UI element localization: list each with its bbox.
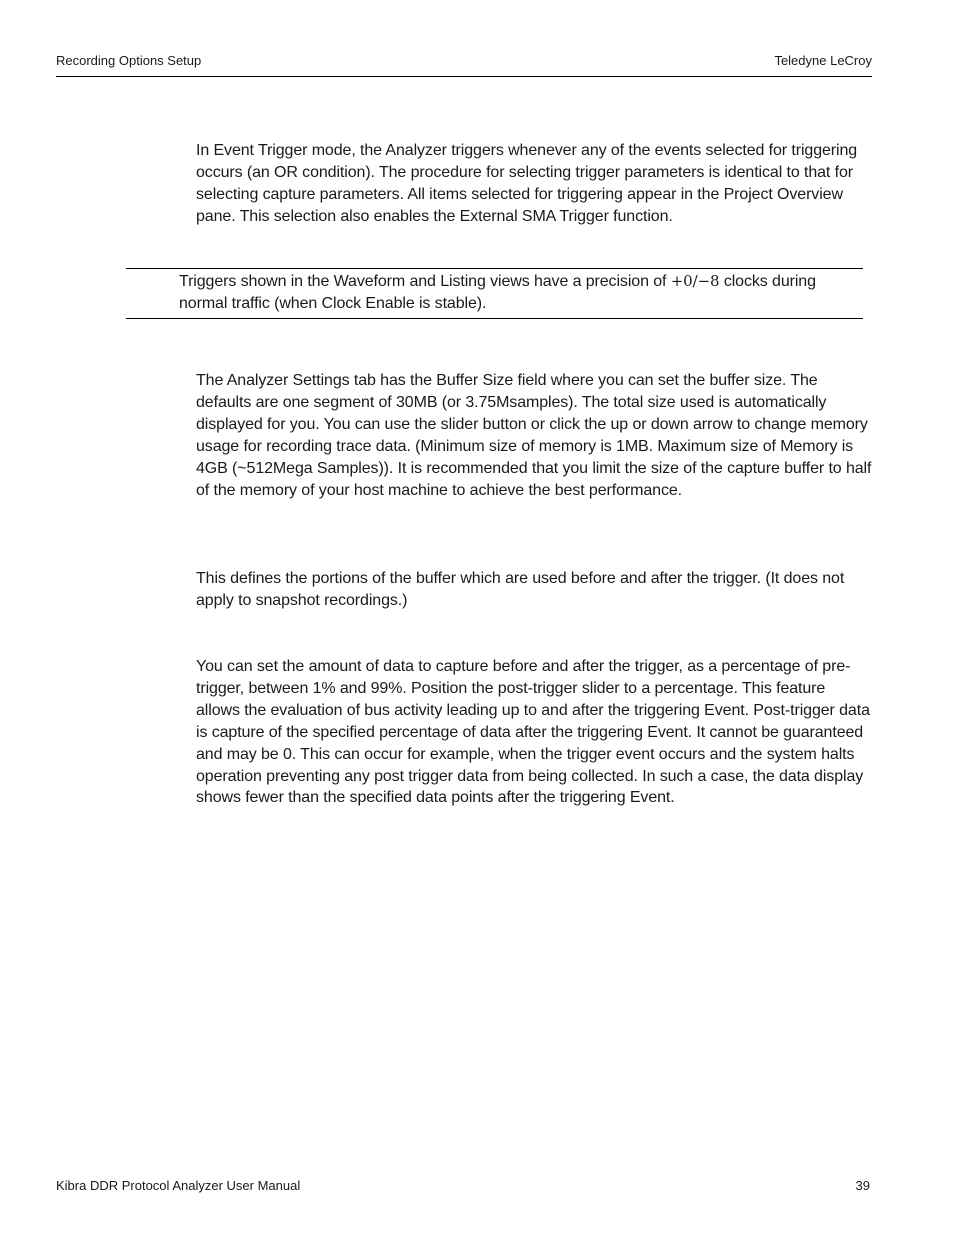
note-text-after: clocks during normal traffic (when Clock Enable is stable). [179,273,816,312]
footer-page-number: 39 [855,1178,870,1193]
note-box [126,268,863,319]
header-section-title: Recording Options Setup [56,53,202,68]
trigger-position-paragraph: You can set the amount of data to capture before and after the trigger, as a percentage of pre-trigger, between 1% and 99%. Position the post-trigger slider to a percentage. This feature allows the evaluation of bus activity leading up to and after the triggering Event. Post-trigger data is capture of the specified percentage of data after the triggering Event. It cannot be guaranteed and may be 0. This can occur for example, when the trigger event occurs and the system halts operation preventing any post trigger data from being collected. In such a case, the data display shows fewer than the specified data points after the triggering Event. [196,658,870,807]
page-header [56,52,872,77]
note-precision-math: +0/−8 [670,272,720,290]
note-text [179,271,859,315]
footer-manual-title: Kibra DDR Protocol Analyzer User Manual [56,1178,301,1193]
buffer-portions-paragraph: This defines the portions of the buffer which are used before and after the trigger. (It does not apply to snapshot recordings.) [196,570,845,609]
event-trigger-paragraph: In Event Trigger mode, the Analyzer triggers whenever any of the events selected for triggering occurs (an OR condition). The procedure for selecting trigger parameters is identical to that for selecting capture parameters. All items selected for triggering appear in the Project Overview pane. This selection also enables the External SMA Trigger function. [196,142,858,225]
buffer-size-paragraph: The Analyzer Settings tab has the Buffer Size field where you can set the buffer size. The defaults are one segment of 30MB (or 3.75Msamples). The total size used is automatically displayed for you. You can use the slider button or click the up or down arrow to change memory usage for recording trace data. (Minimum size of memory is 1MB. Maximum size of Memory is 4GB (~512Mega Samples)). It is recommended that you limit the size of the capture buffer to half of the memory of your host machine to achieve the best performance. [196,372,872,499]
header-company: Teledyne LeCroy [774,53,872,68]
note-text-before: Triggers shown in the Waveform and Listing views have a precision of [179,273,671,290]
